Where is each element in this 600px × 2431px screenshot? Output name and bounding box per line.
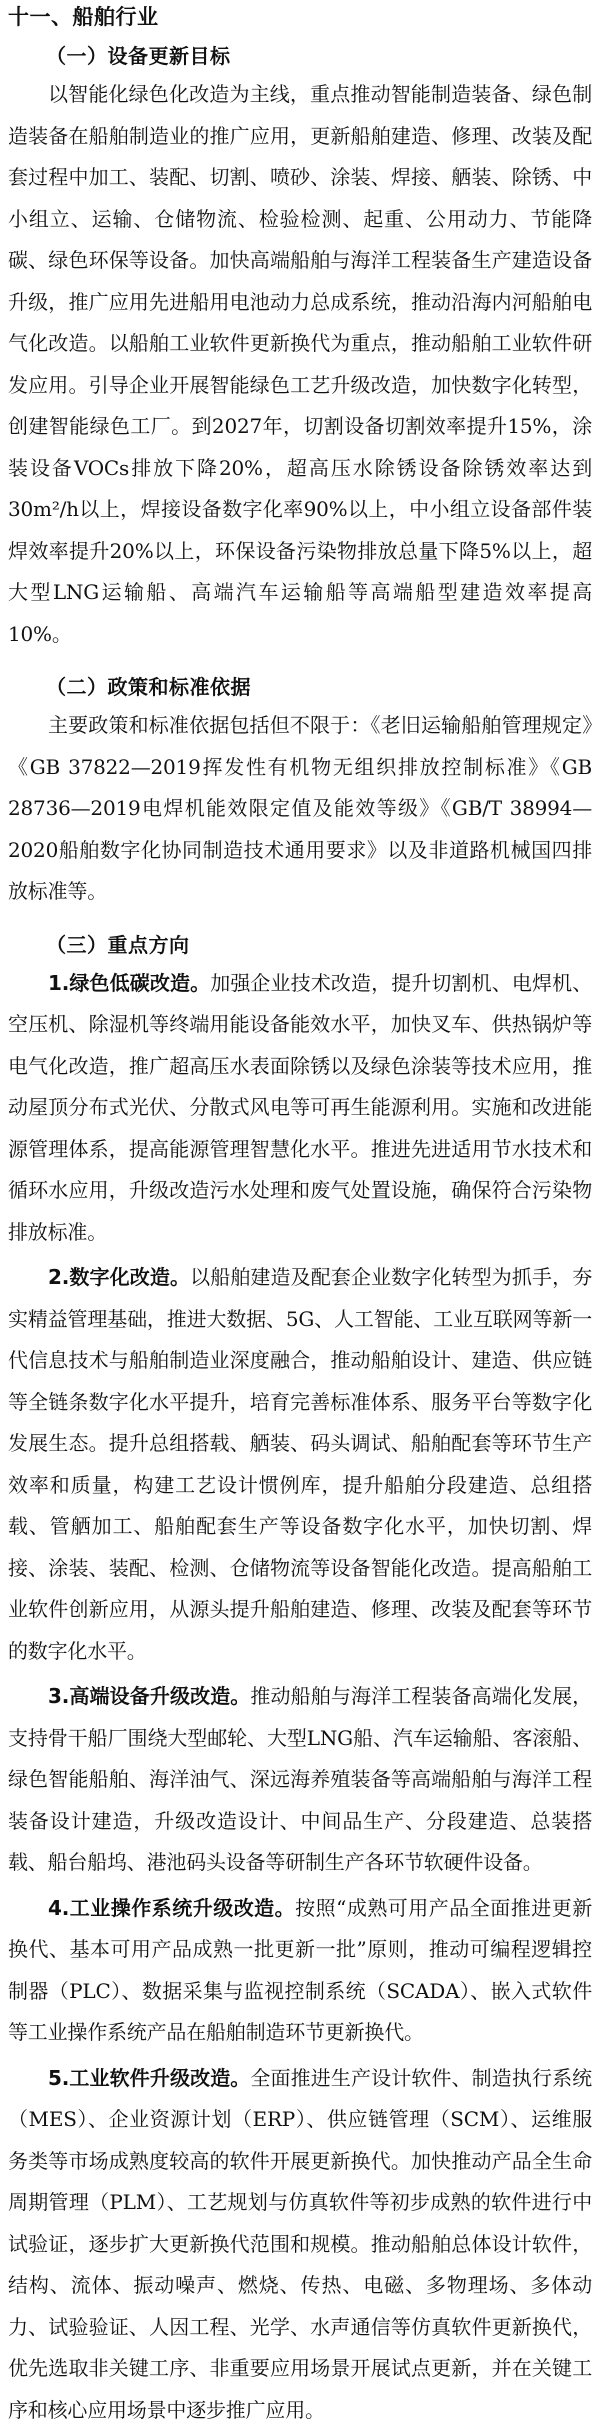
item-lead-green-low-carbon: 1.绿色低碳改造。 [48, 971, 210, 995]
item-lead-digital: 2.数字化改造。 [48, 1265, 190, 1289]
paragraph-industrial-os [8, 1888, 592, 2054]
item-text-industrial-software: 全面推进生产设计软件、制造执行系统（MES）、企业资源计划（ERP）、供应链管理（SCM）、运维服务类等市场成熟度较高的软件开展更新换代。加快推动产品全生命周期管理（PLM）、工艺规划与仿真软件等初步成熟的软件进行中试验证，逐步扩大更新换代范围和规模。推动船舶总体设计软件，结构、流体、振动噪声、燃烧、传热、电磁、多物理场、多体动力、试验验证、人因工程、光学、水声通信等仿真软件更新换代，优先选取非关键工序、非重要应用场景开展试点更新，并在关键工序和核心应用场景中逐步推广应用。 [8, 2066, 592, 2422]
subsection-heading-key-directions: （三）重点方向 [46, 927, 592, 963]
item-lead-industrial-software: 5.工业软件升级改造。 [48, 2066, 250, 2090]
paragraph-industrial-software [8, 2058, 592, 2431]
item-text-industrial-os: 按照“成熟可用产品全面推进更新换代、基本可用产品成熟一批更新一批”原则，推动可编程逻辑控制器（PLC）、数据采集与监视控制系统（SCADA）、嵌入式软件等工业操作系统产品在船舶制造环节更新换代。 [8, 1896, 592, 2045]
item-text-high-end-equipment: 推动船舶与海洋工程装备高端化发展，支持骨干船厂围绕大型邮轮、大型LNG船、汽车运输船、客滚船、绿色智能船舶、海洋油气、深远海养殖装备等高端船舶与海洋工程装备设计建造，升级改造设计、中间品生产、分段建造、总装搭载、船台船坞、港池码头设备等研制生产各环节软硬件设备。 [8, 1684, 592, 1874]
section-title: 十一、船舶行业 [8, 2, 592, 32]
item-lead-industrial-os: 4.工业操作系统升级改造。 [48, 1896, 295, 1920]
paragraph-policy-standards: 主要政策和标准依据包括但不限于：《老旧运输船舶管理规定》《GB 37822—2019挥发性有机物无组织排放控制标准》《GB 28736—2019电焊机能效限定值及能效等级》《GB/T 38994—2020船舶数字化协同制造技术通用要求》以及非道路机械国四排放标准等。 [8, 705, 592, 913]
subsection-heading-equipment-goals: （一）设备更新目标 [46, 38, 592, 74]
paragraph-green-low-carbon [8, 963, 592, 1254]
paragraph-high-end-equipment [8, 1676, 592, 1884]
item-text-green-low-carbon: 加强企业技术改造，提升切割机、电焊机、空压机、除湿机等终端用能设备能效水平，加快叉车、供热锅炉等电气化改造，推广超高压水表面除锈以及绿色涂装等技术应用，推动屋顶分布式光伏、分散式风电等可再生能源利用。实施和改进能源管理体系，提高能源管理智慧化水平。推进先进适用节水技术和循环水应用，升级改造污水处理和废气处置设施，确保符合污染物排放标准。 [8, 971, 592, 1244]
item-text-digital: 以船舶建造及配套企业数字化转型为抓手，夯实精益管理基础，推进大数据、5G、人工智能、工业互联网等新一代信息技术与船舶制造业深度融合，推动船舶设计、建造、供应链等全链条数字化水平提升，培育完善标准体系、服务平台等数字化发展生态。提升总组搭载、舾装、码头调试、船舶配套等环节生产效率和质量，构建工艺设计惯例库，提升船舶分段建造、总组搭载、管舾加工、船舶配套生产等设备数字化水平，加快切割、焊接、涂装、装配、检测、仓储物流等设备智能化改造。提高船舶工业软件创新应用，从源头提升船舶建造、修理、改装及配套等环节的数字化水平。 [8, 1265, 592, 1663]
paragraph-digital [8, 1257, 592, 1672]
paragraph-equipment-goals: 以智能化绿色化改造为主线，重点推动智能制造装备、绿色制造装备在船舶制造业的推广应用，更新船舶建造、修理、改装及配套过程中加工、装配、切割、喷砂、涂装、焊接、舾装、除锈、中小组立、运输、仓储物流、检验检测、起重、公用动力、节能降碳、绿色环保等设备。加快高端船舶与海洋工程装备生产建造设备升级，推广应用先进船用电池动力总成系统，推动沿海内河船舶电气化改造。以船舶工业软件更新换代为重点，推动船舶工业软件研发应用。引导企业开展智能绿色工艺升级改造，加快数字化转型，创建智能绿色工厂。到2027年，切割设备切割效率提升15%，涂装设备VOCs排放下降20%，超高压水除锈设备除锈效率达到30m²/h以上，焊接设备数字化率90%以上，中小组立设备部件装焊效率提升20%以上，环保设备污染物排放总量下降5%以上，超大型LNG运输船、高端汽车运输船等高端船型建造效率提高10%。 [8, 74, 592, 655]
subsection-heading-policy-standards: （二）政策和标准依据 [46, 669, 592, 705]
item-lead-high-end-equipment: 3.高端设备升级改造。 [48, 1684, 250, 1708]
